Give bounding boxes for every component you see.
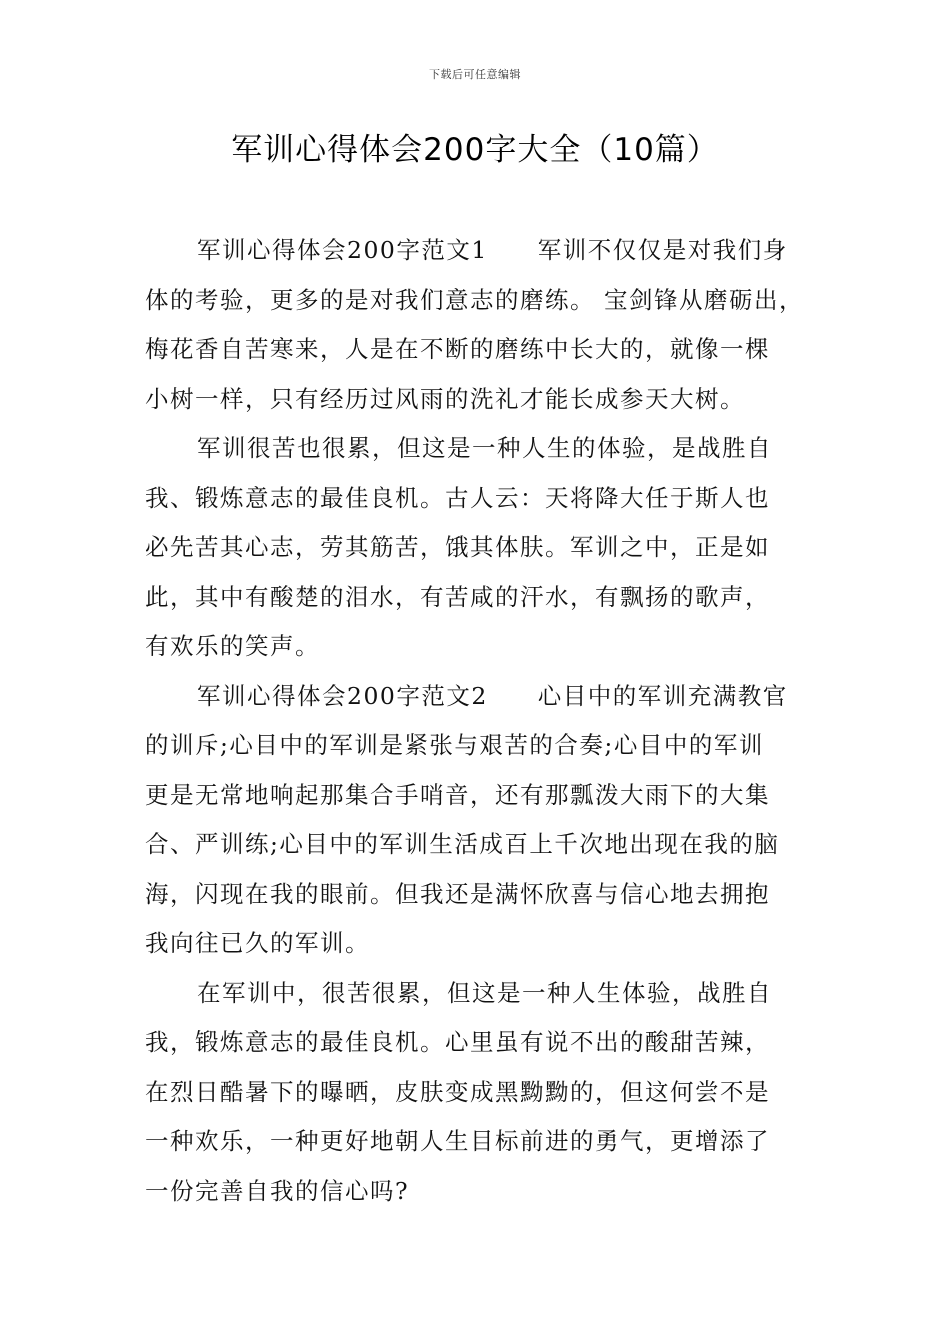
- body-line: 梅花香自苦寒来，人是在不断的磨练中长大的，就像一棵: [145, 335, 770, 363]
- body-line: 体的考验，更多的是对我们意志的磨练。 宝剑锋从磨砺出，: [145, 285, 804, 314]
- body-line: 必先苦其心志，劳其筋苦，饿其体肤。军训之中，正是如: [145, 533, 770, 561]
- body-line: 我、锻炼意志的最佳良机。古人云：天将降大任于斯人也: [145, 483, 770, 512]
- body-line: 的训斥;心目中的军训是紧张与艰苦的合奏;心目中的军训: [145, 731, 764, 759]
- body-line: 军训心得体会200字范文2 心目中的军训充满教官: [197, 681, 788, 710]
- body-line: 有欢乐的笑声。: [145, 632, 320, 660]
- body-line: 一种欢乐，一种更好地朝人生目标前进的勇气，更增添了: [145, 1127, 770, 1155]
- body-line: 我向往已久的军训。: [145, 929, 370, 957]
- body-line: 军训很苦也很累，但这是一种人生的体验，是战胜自: [197, 434, 772, 462]
- body-line: 在军训中，很苦很累，但这是一种人生体验，战胜自: [197, 978, 772, 1007]
- header-note: 下载后可任意编辑: [429, 68, 521, 81]
- body-line: 海，闪现在我的眼前。但我还是满怀欣喜与信心地去拥抱: [145, 879, 770, 908]
- body-line: 我，锻炼意志的最佳良机。心里虽有说不出的酸甜苦辣，: [145, 1028, 770, 1056]
- body-line: 此，其中有酸楚的泪水，有苦咸的汗水，有飘扬的歌声，: [145, 582, 770, 611]
- body-line: 在烈日酷暑下的曝晒，皮肤变成黑黝黝的，但这何尝不是: [145, 1077, 770, 1106]
- body-line: 小树一样，只有经历过风雨的洗礼才能长成参天大树。: [145, 384, 745, 413]
- body-line: 一份完善自我的信心吗?: [145, 1176, 410, 1205]
- body-line: 军训心得体会200字范文1 军训不仅仅是对我们身: [197, 236, 788, 264]
- document-title: 军训心得体会200字大全（10篇）: [231, 132, 719, 168]
- document-body: [145, 226, 815, 1216]
- body-line: 合、严训练;心目中的军训生活成百上千次地出现在我的脑: [145, 830, 780, 858]
- body-line: 更是无常地响起那集合手哨音，还有那瓢泼大雨下的大集: [145, 780, 770, 809]
